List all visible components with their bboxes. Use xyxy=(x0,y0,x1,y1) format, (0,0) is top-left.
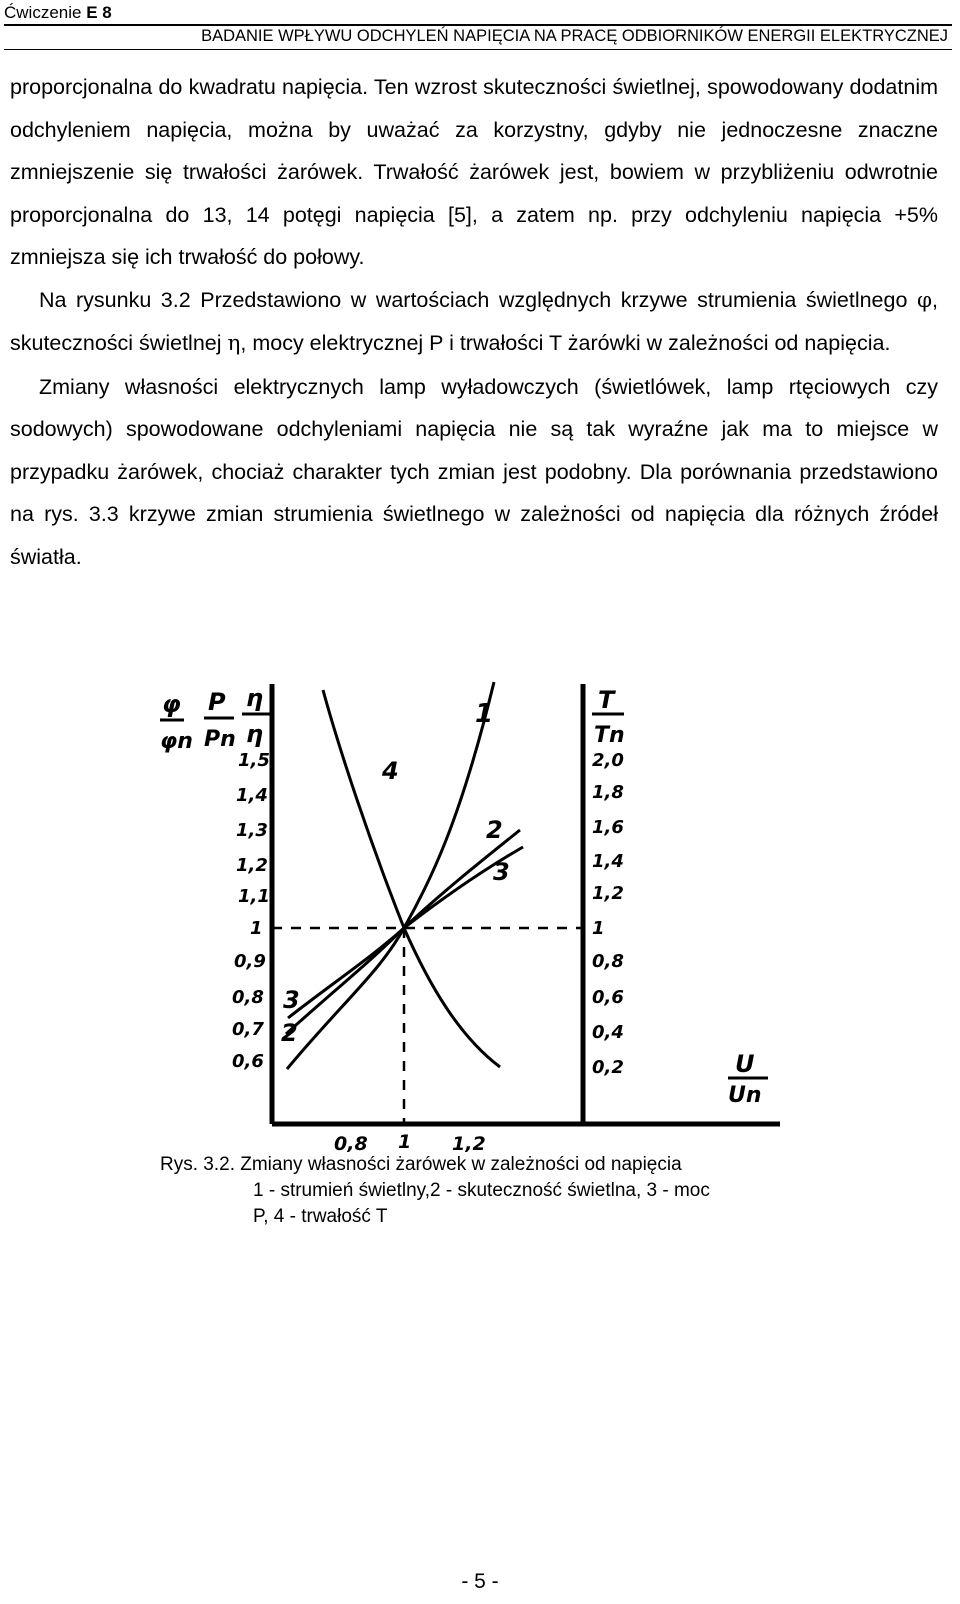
caption-line-3: P, 4 - trwałość T xyxy=(253,1206,388,1227)
exercise-title xyxy=(4,3,112,23)
right-tick-0-4: 0,4 xyxy=(592,1022,624,1043)
left-tick-1-4: 1,4 xyxy=(236,785,268,806)
figure-caption xyxy=(160,1152,710,1230)
curve-label-4: 4 xyxy=(382,757,399,785)
x-tick-0-8: 0,8 xyxy=(334,1133,368,1152)
left-tick-0-9: 0,9 xyxy=(234,951,266,972)
t-den-label: Tn xyxy=(594,723,625,748)
x-tick-1-2: 1,2 xyxy=(452,1133,486,1152)
exercise-label: Ćwiczenie xyxy=(4,3,87,22)
paragraph-2-part-c: , mocy elektrycznej P i trwałości T żarówki w zależności od napięcia. xyxy=(240,331,891,355)
header-rule-bottom xyxy=(4,49,952,50)
right-tick-1-6: 1,6 xyxy=(592,817,624,838)
caption-line-1: Rys. 3.2. Zmiany własności żarówek w zależności od napięcia xyxy=(160,1154,682,1175)
left-tick-1-1: 1,1 xyxy=(238,886,270,907)
phi-num-label: φ xyxy=(162,690,181,718)
caption-line-2: 1 - strumień świetlny,2 - skuteczność świetlna, 3 - moc xyxy=(253,1180,710,1201)
p-num-label: P xyxy=(208,688,226,716)
phi-den-label: φn xyxy=(160,729,193,754)
curve-label-2-lower: 2 xyxy=(281,1019,298,1047)
paragraph-2-part-a: Na rysunku 3.2 Przedstawiono w wartościach względnych krzywe strumienia świetlnego xyxy=(39,287,917,312)
right-tick-2-0: 2,0 xyxy=(592,750,624,771)
right-tick-1-2: 1,2 xyxy=(592,883,624,904)
eta-symbol: η xyxy=(227,331,241,356)
exercise-subtitle: BADANIE WPŁYWU ODCHYLEŃ NAPIĘCIA NA PRACĘ ODBIORNIKÓW ENERGII ELEKTRYCZNEJ xyxy=(201,27,948,45)
curve-label-3-upper: 3 xyxy=(493,858,510,886)
u-num-label: U xyxy=(735,1050,755,1078)
exercise-code: E 8 xyxy=(86,3,112,22)
figure-3-2 xyxy=(0,672,960,1152)
paragraph-2-part-b: , skuteczności świetlnej xyxy=(10,287,938,355)
chart-svg xyxy=(0,672,960,1152)
phi-symbol: φ xyxy=(916,287,933,313)
paragraph-2 xyxy=(10,279,938,366)
right-tick-1: 1 xyxy=(592,918,605,939)
paragraph-1: proporcjonalna do kwadratu napięcia. Ten wzrost skuteczności świetlnej, spowodowany dodatnim odchyleniem napięcia, można by uważać za korzystny, gdyby nie jednoczesne znaczne zmniejszenie się trwałości żarówek. Trwałość żarówek jest, bowiem w przybliżeniu odwrotnie proporcjonalna do 13, 14 potęgi napięcia [5], a zatem np. przy odchyleniu napięcia +5% zmniejsza się ich trwałość do połowy. xyxy=(10,75,938,269)
left-tick-0-8: 0,8 xyxy=(232,987,264,1008)
eta-num-label: η xyxy=(246,684,264,712)
paragraph-3: Zmiany własności elektrycznych lamp wyładowczych (świetlówek, lamp rtęciowych czy sodowych) spowodowane odchyleniami napięcia nie są tak wyraźne jak ma to miejsce w przypadku żarówek, chociaż charakter tych zmian jest podobny. Dla porównania przedstawiono na rys. 3.3 krzywe zmian strumienia świetlnego w zależności od napięcia dla różnych źródeł światła. xyxy=(10,374,938,569)
eta-den-label: η xyxy=(246,720,264,748)
left-tick-1-2: 1,2 xyxy=(236,855,268,876)
x-tick-1: 1 xyxy=(398,1131,412,1152)
t-num-label: T xyxy=(598,686,615,714)
left-tick-0-7: 0,7 xyxy=(232,1019,264,1040)
curve-label-2-upper: 2 xyxy=(486,816,503,844)
right-tick-0-6: 0,6 xyxy=(592,987,624,1008)
page-number: - 5 - xyxy=(461,1570,499,1593)
right-tick-1-8: 1,8 xyxy=(592,782,624,803)
curve-label-3-lower: 3 xyxy=(283,986,300,1014)
header-rule-top xyxy=(4,24,952,26)
left-tick-1-5: 1,5 xyxy=(238,750,270,771)
left-tick-1-3: 1,3 xyxy=(236,820,268,841)
left-tick-1: 1 xyxy=(250,918,263,939)
right-tick-0-8: 0,8 xyxy=(592,951,624,972)
u-den-label: Un xyxy=(728,1083,762,1108)
right-tick-1-4: 1,4 xyxy=(592,851,624,872)
p-den-label: Pn xyxy=(204,727,236,752)
right-tick-0-2: 0,2 xyxy=(592,1057,624,1078)
curve-label-1: 1 xyxy=(475,699,494,729)
body-text xyxy=(10,66,938,578)
left-tick-0-6: 0,6 xyxy=(232,1051,264,1072)
